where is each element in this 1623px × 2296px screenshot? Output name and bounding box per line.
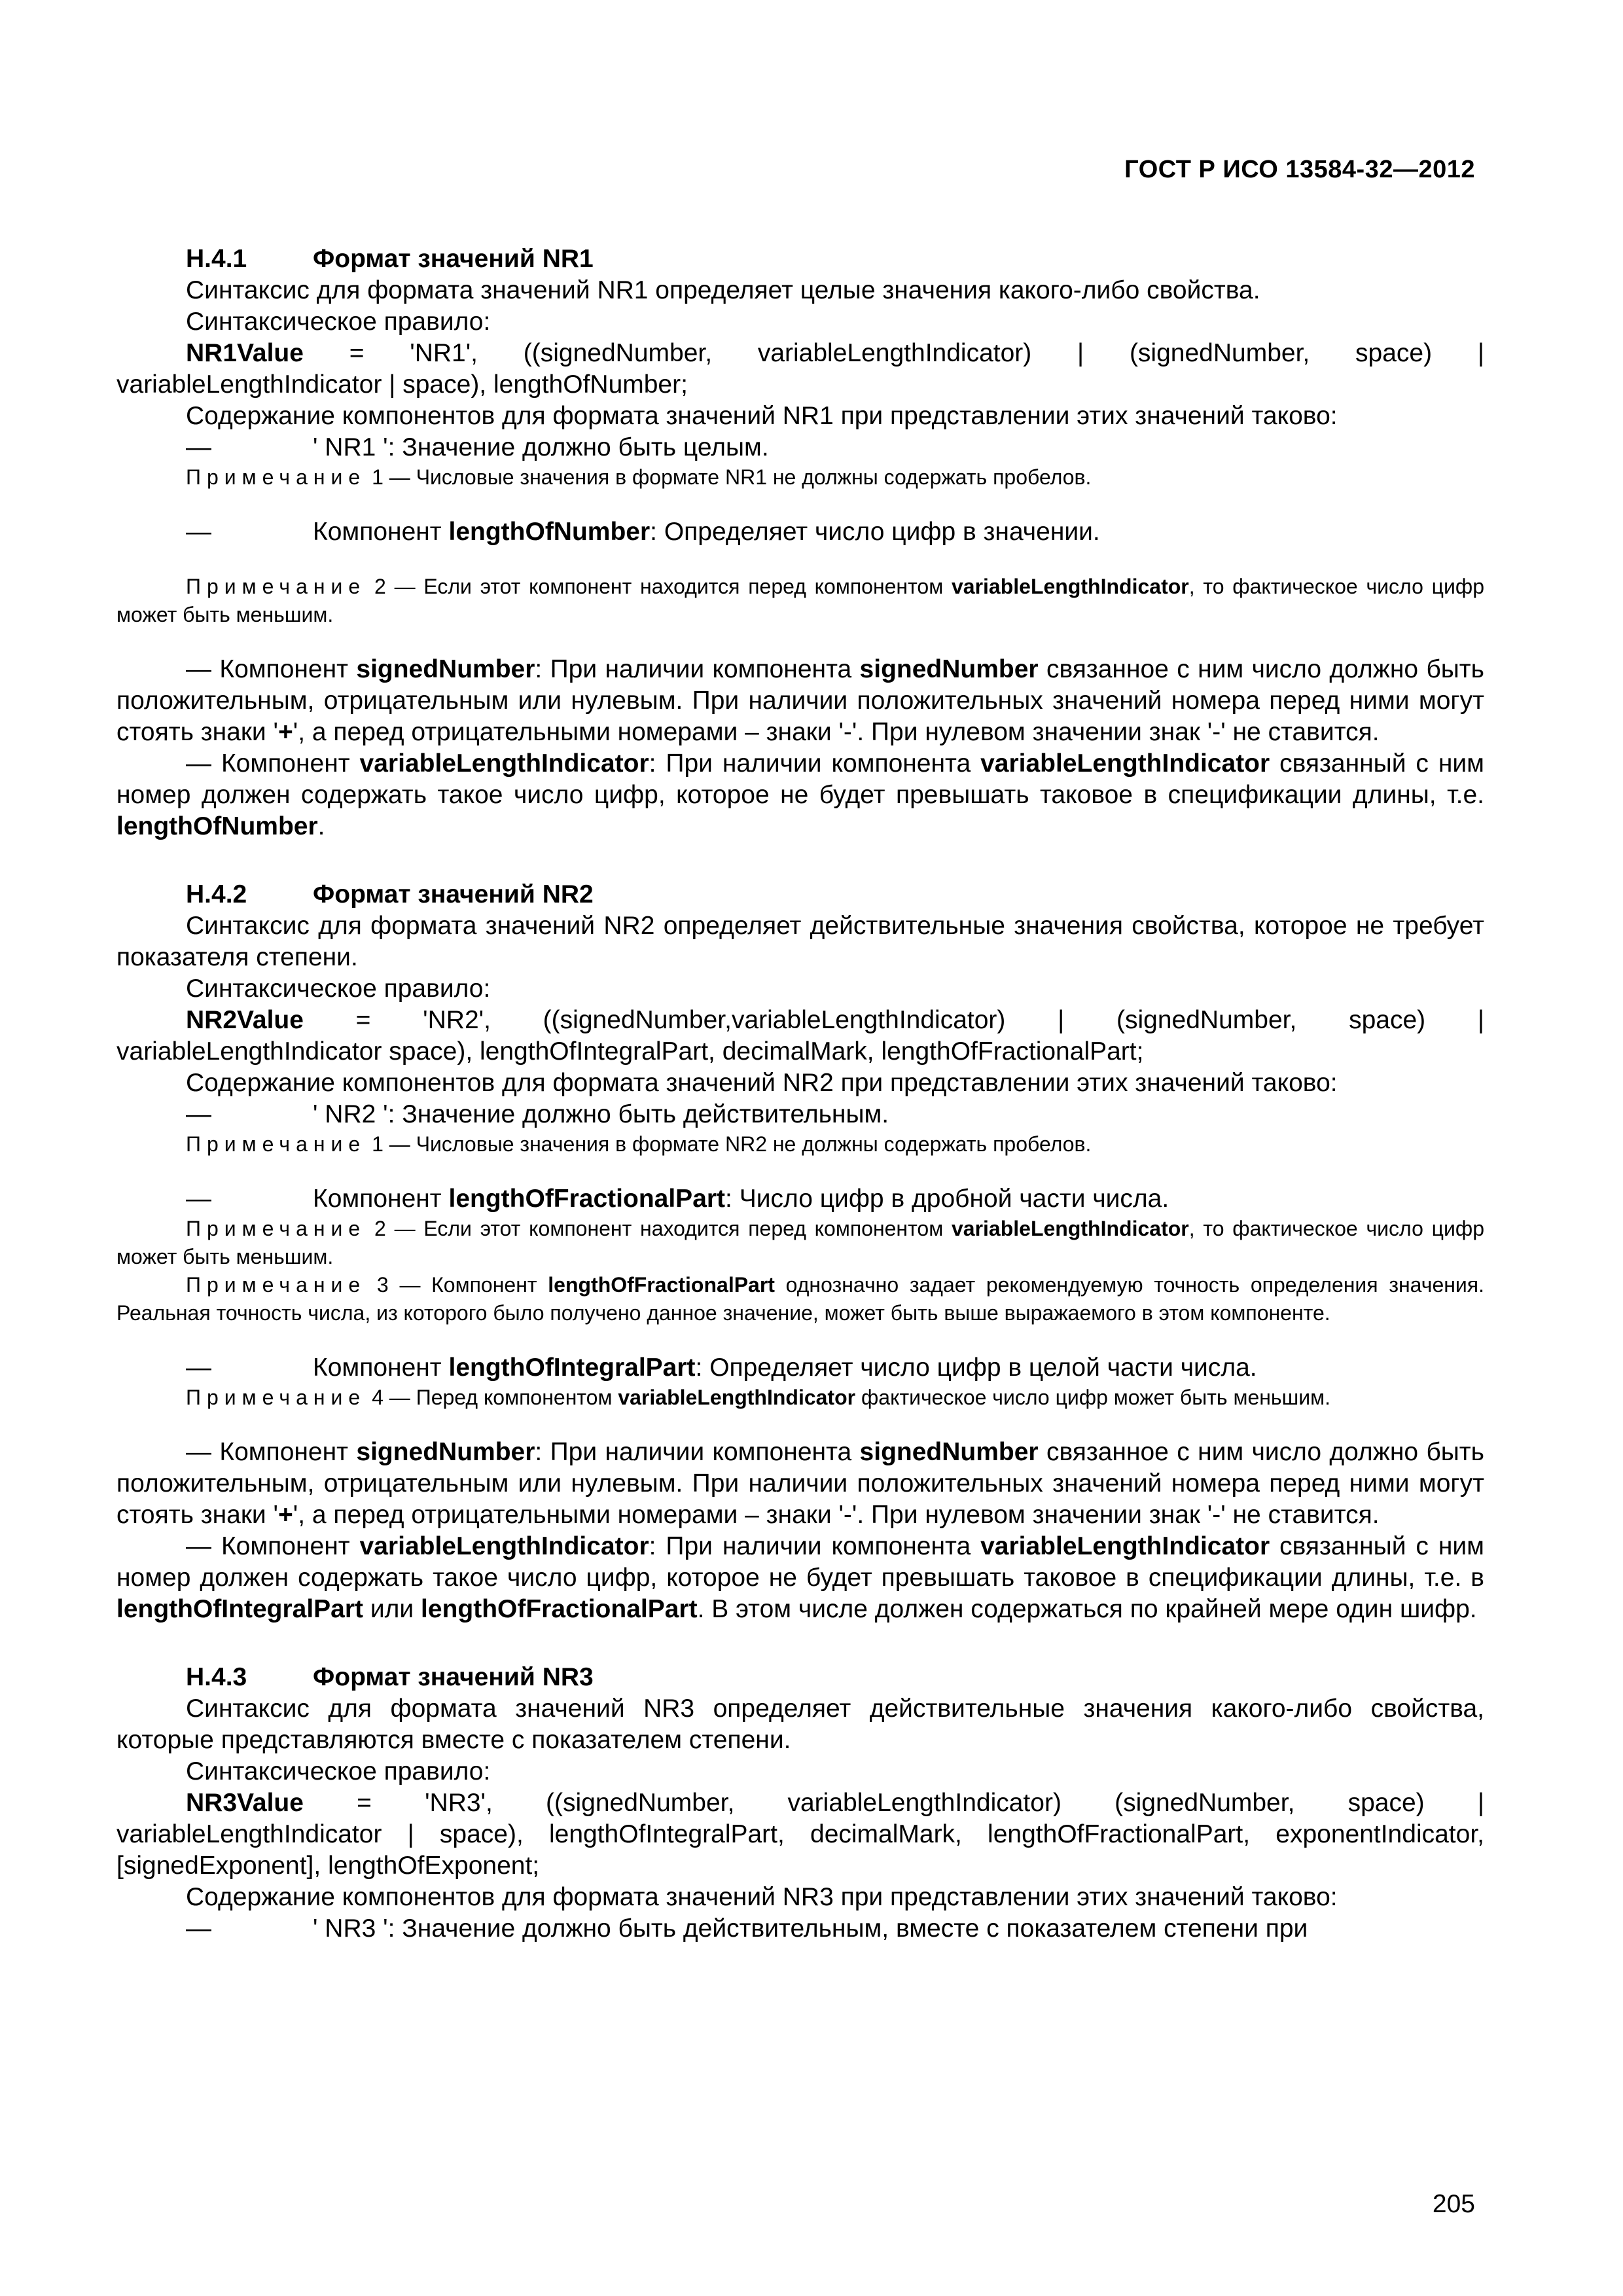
term: variableLengthIndicator — [980, 749, 1270, 778]
note — [116, 463, 1484, 492]
rule-name: NR1Value — [186, 339, 304, 367]
list-item-text: ' NR1 ': Значение должно быть целым. — [313, 433, 769, 461]
rule-name: NR2Value — [186, 1006, 304, 1034]
text: — Компонент — [186, 655, 357, 683]
page-content — [116, 243, 1484, 1945]
term: variableLengthIndicator — [618, 1386, 856, 1409]
term: lengthOfFractionalPart — [448, 1185, 726, 1213]
rule-label: Синтаксическое правило: — [186, 308, 491, 336]
note-text: 1 — Числовые значения в формате NR2 не должны содержать пробелов. — [366, 1132, 1092, 1156]
rule-text: = 'NR3', ((signedNumber, variableLengthIndicator) (signedNumber, space) | — [303, 1789, 1484, 1817]
note-label: Примечание — [186, 1132, 366, 1156]
section-number: H.4.1 — [186, 245, 247, 273]
term: signedNumber — [356, 1438, 535, 1466]
component-line — [116, 1352, 1484, 1384]
note — [116, 1384, 1484, 1412]
note-label: Примечание — [186, 465, 366, 489]
text: . В этом числе должен содержаться по крайней мере один шифр. — [697, 1595, 1477, 1623]
section-title-h43 — [116, 1662, 1484, 1693]
paragraph: Синтаксис для формата значений NR2 определяет действительные значения свойства, которое не требует показателя степени. — [116, 912, 1484, 971]
text: : При наличии компонента — [535, 655, 860, 683]
section-number: H.4.3 — [186, 1663, 247, 1691]
list-item — [116, 1913, 1484, 1945]
text: — Компонент — [186, 749, 360, 778]
note-label: Примечание — [186, 575, 366, 598]
section-heading: Формат значений NR2 — [313, 880, 594, 908]
list-item-text: ' NR3 ': Значение должно быть действительным, вместе с показателем степени при — [313, 1914, 1308, 1943]
paragraph: Синтаксис для формата значений NR1 определяет целые значения какого-либо свойства. — [186, 276, 1260, 304]
syntax-rule-line: variableLengthIndicator | space), lengthOfIntegralPart, decimalMark, lengthOfFractionalPart, exponentIndicator, [signedExponent], lengthOfExponent; — [116, 1820, 1484, 1880]
dash: — — [186, 1914, 211, 1943]
section-title-h42 — [116, 879, 1484, 910]
note — [116, 1215, 1484, 1271]
term: signedNumber — [859, 655, 1039, 683]
rule-label: Синтаксическое правило: — [186, 1757, 491, 1785]
text: связанное с ним число должно быть положительным, отрицательным или нулевым. При наличии положительных значений номера перед ними могут стоять знаки ' — [116, 1438, 1484, 1529]
term: + — [278, 718, 293, 746]
syntax-rule-line: variableLengthIndicator space), lengthOfIntegralPart, decimalMark, lengthOfFractionalPart; — [116, 1037, 1144, 1066]
note-text: 2 — Если этот компонент находится перед компонентом — [366, 1217, 952, 1240]
page-header: ГОСТ Р ИСО 13584-32—2012 — [1124, 156, 1475, 183]
dash: — — [186, 1185, 211, 1213]
note — [116, 573, 1484, 629]
text: Компонент — [313, 518, 449, 546]
component-line — [116, 516, 1484, 548]
section-heading: Формат значений NR1 — [313, 245, 594, 273]
text: : Определяет число цифр в значении. — [650, 518, 1100, 546]
paragraph-signed-number — [116, 654, 1484, 748]
text: : При наличии компонента — [649, 1532, 981, 1560]
term: lengthOfFractionalPart — [548, 1273, 775, 1297]
note-text: 3 — Компонент — [366, 1273, 548, 1297]
dash: — — [186, 1354, 211, 1382]
text: связанный с ним номер должен содержать такое число цифр, которое не будет превышать таковое в спецификации длины, т.е. в — [116, 1532, 1484, 1592]
term: signedNumber — [859, 1438, 1039, 1466]
syntax-rule-line: variableLengthIndicator | space), lengthOfNumber; — [116, 370, 688, 399]
dash: — — [186, 433, 211, 461]
note-text: однозначно задает рекомендуемую точность определения значения. Реальная точность числа, из которого было получено данное значение, может быть выше выражаемого в этом компоненте. — [116, 1273, 1485, 1325]
syntax-rule-line — [116, 1787, 1484, 1819]
paragraph: Содержание компонентов для формата значений NR1 при представлении этих значений таково: — [186, 402, 1338, 430]
note-text: 2 — Если этот компонент находится перед компонентом — [366, 575, 952, 598]
rule-label: Синтаксическое правило: — [186, 975, 491, 1003]
text: или — [363, 1595, 421, 1623]
rule-text: = 'NR1', ((signedNumber, variableLengthIndicator) | (signedNumber, space) | — [303, 339, 1484, 367]
text: ', а перед отрицательными номерами – знаки '-'. При нулевом значении знак '-' не ставится. — [293, 718, 1380, 746]
text: — Компонент — [186, 1532, 360, 1560]
section-title-h41 — [116, 243, 1484, 275]
text: . — [317, 812, 325, 840]
term: lengthOfFractionalPart — [421, 1595, 698, 1623]
note-text: 1 — Числовые значения в формате NR1 не должны содержать пробелов. — [366, 465, 1092, 489]
paragraph-variable-length — [116, 1531, 1484, 1625]
component-line — [116, 1183, 1484, 1215]
note-label: Примечание — [186, 1217, 366, 1240]
paragraph: Синтаксис для формата значений NR3 определяет действительные значения какого-либо свойства, которые представляются вместе с показателем степени. — [116, 1695, 1484, 1754]
text: : Число цифр в дробной части числа. — [725, 1185, 1169, 1213]
term: variableLengthIndicator — [980, 1532, 1270, 1560]
text: : Определяет число цифр в целой части числа. — [695, 1354, 1257, 1382]
syntax-rule-line — [116, 1005, 1484, 1036]
syntax-rule-line — [116, 338, 1484, 369]
text: : При наличии компонента — [649, 749, 981, 778]
note-label: Примечание — [186, 1386, 366, 1409]
term: variableLengthIndicator — [359, 749, 649, 778]
rule-text: = 'NR2', ((signedNumber,variableLengthIndicator) | (signedNumber, space) | — [303, 1006, 1484, 1034]
section-number: H.4.2 — [186, 880, 247, 908]
section-heading: Формат значений NR3 — [313, 1663, 594, 1691]
term: lengthOfIntegralPart — [116, 1595, 364, 1623]
term: lengthOfIntegralPart — [448, 1354, 696, 1382]
text: ', а перед отрицательными номерами – знаки '-'. При нулевом значении знак '-' не ставится. — [293, 1501, 1380, 1529]
list-item — [116, 432, 1484, 463]
term: variableLengthIndicator — [359, 1532, 649, 1560]
list-item-text: ' NR2 ': Значение должно быть действительным. — [313, 1100, 889, 1128]
paragraph-variable-length — [116, 748, 1484, 842]
rule-name: NR3Value — [186, 1789, 304, 1817]
term: lengthOfNumber — [448, 518, 651, 546]
note — [116, 1130, 1484, 1158]
text: Компонент — [313, 1354, 449, 1382]
text: связанный с ним номер должен содержать такое число цифр, которое не будет превышать таковое в спецификации длины, т.е. — [116, 749, 1484, 809]
term: signedNumber — [356, 655, 535, 683]
term: + — [278, 1501, 293, 1529]
term: lengthOfNumber — [116, 812, 318, 840]
list-item — [116, 1099, 1484, 1130]
note-text: , то фактическое число цифр может быть меньшим. — [116, 575, 1485, 626]
note-text: , то фактическое число цифр может быть меньшим. — [116, 1217, 1485, 1268]
text: — Компонент — [186, 1438, 357, 1466]
text: : При наличии компонента — [535, 1438, 860, 1466]
note — [116, 1271, 1484, 1327]
paragraph: Содержание компонентов для формата значений NR3 при представлении этих значений таково: — [186, 1883, 1338, 1911]
text: Компонент — [313, 1185, 449, 1213]
dash: — — [186, 1100, 211, 1128]
dash: — — [186, 518, 211, 546]
note-text: 4 — Перед компонентом — [366, 1386, 618, 1409]
paragraph: Содержание компонентов для формата значений NR2 при представлении этих значений таково: — [186, 1069, 1338, 1097]
note-label: Примечание — [186, 1273, 366, 1297]
page-number: 205 — [1432, 2190, 1475, 2218]
note-text: фактическое число цифр может быть меньшим. — [855, 1386, 1331, 1409]
text: связанное с ним число должно быть положительным, отрицательным или нулевым. При наличии положительных значений номера перед ними могут стоять знаки ' — [116, 655, 1484, 746]
term: variableLengthIndicator — [951, 575, 1189, 598]
paragraph-signed-number — [116, 1437, 1484, 1531]
term: variableLengthIndicator — [951, 1217, 1189, 1240]
